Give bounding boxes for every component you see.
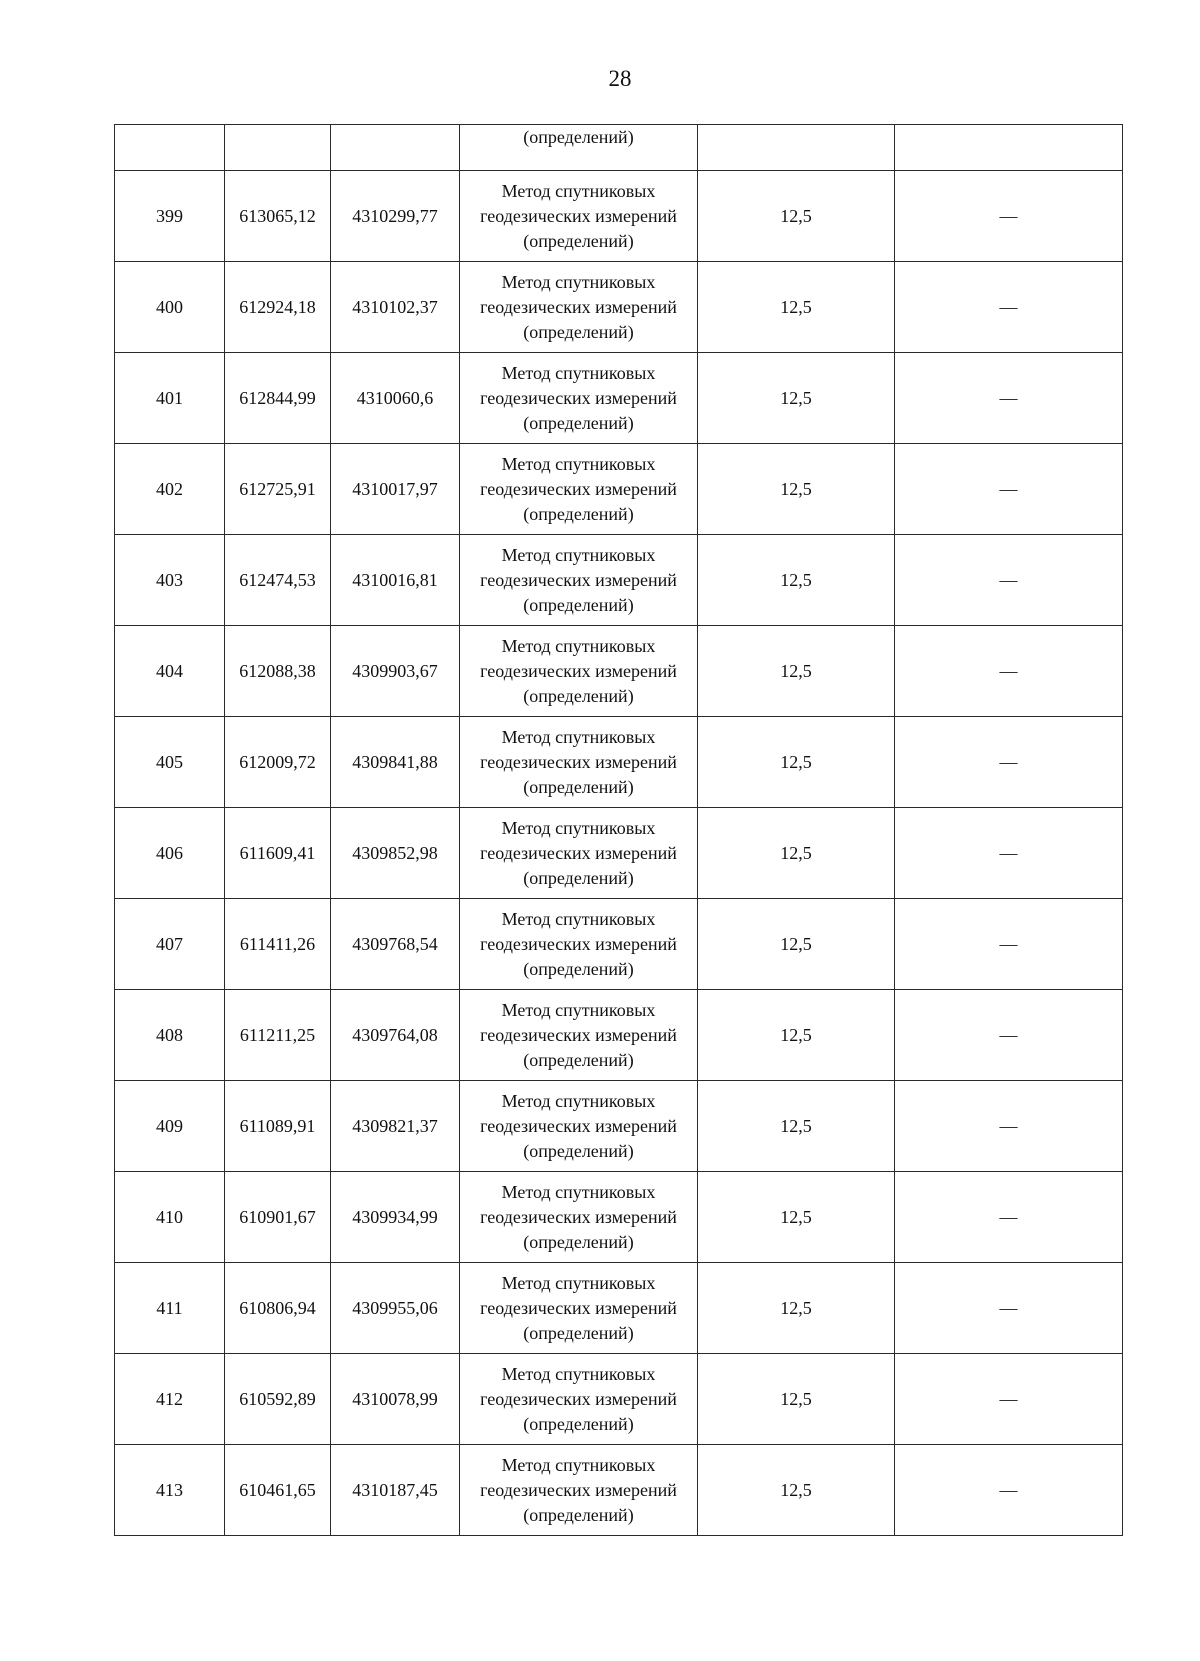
cell-accuracy: 12,5: [698, 262, 895, 353]
method-line: Метод спутниковых: [501, 1181, 656, 1202]
cell-method: [460, 262, 698, 353]
cell-note: —: [895, 171, 1123, 262]
method-line: Метод спутниковых: [501, 908, 656, 929]
cell-method: [460, 990, 698, 1081]
cell-y: 4309768,54: [331, 899, 460, 990]
cell-y: 4310017,97: [331, 444, 460, 535]
method-line: геодезических измерений: [480, 296, 677, 317]
method-line: (определений): [523, 230, 634, 251]
table-row: [115, 626, 1123, 717]
cell-x: 610461,65: [225, 1445, 331, 1536]
cell-x: 611089,91: [225, 1081, 331, 1172]
table-row: [115, 353, 1123, 444]
cell-accuracy: [698, 125, 895, 171]
cell-note: —: [895, 717, 1123, 808]
table-row: [115, 262, 1123, 353]
method-line: (определений): [523, 867, 634, 888]
cell-accuracy: 12,5: [698, 626, 895, 717]
cell-num: 411: [115, 1263, 225, 1354]
cell-y: 4309934,99: [331, 1172, 460, 1263]
cell-note: —: [895, 353, 1123, 444]
method-line: геодезических измерений: [480, 933, 677, 954]
cell-x: 613065,12: [225, 171, 331, 262]
method-line: Метод спутниковых: [501, 1090, 656, 1111]
cell-accuracy: 12,5: [698, 990, 895, 1081]
table-row: [115, 808, 1123, 899]
cell-num: 405: [115, 717, 225, 808]
cell-num: [115, 125, 225, 171]
cell-note: —: [895, 1081, 1123, 1172]
method-line: геодезических измерений: [480, 1479, 677, 1500]
method-line: (определений): [523, 321, 634, 342]
table-row: [115, 535, 1123, 626]
cell-num: 408: [115, 990, 225, 1081]
table-row: [115, 899, 1123, 990]
cell-method: [460, 899, 698, 990]
method-line: Метод спутниковых: [501, 1272, 656, 1293]
method-line: Метод спутниковых: [501, 180, 656, 201]
cell-x: [225, 125, 331, 171]
cell-method: [460, 1445, 698, 1536]
cell-num: 413: [115, 1445, 225, 1536]
cell-x: 612009,72: [225, 717, 331, 808]
cell-note: —: [895, 899, 1123, 990]
method-line: (определений): [523, 685, 634, 706]
method-line: (определений): [523, 594, 634, 615]
cell-y: 4309764,08: [331, 990, 460, 1081]
cell-accuracy: 12,5: [698, 444, 895, 535]
cell-num: 400: [115, 262, 225, 353]
cell-y: 4310016,81: [331, 535, 460, 626]
cell-num: 412: [115, 1354, 225, 1445]
method-line: (определений): [523, 1049, 634, 1070]
method-line: геодезических измерений: [480, 205, 677, 226]
cell-accuracy: 12,5: [698, 717, 895, 808]
method-line: (определений): [523, 1231, 634, 1252]
table-row: [115, 1081, 1123, 1172]
cell-note: —: [895, 535, 1123, 626]
cell-num: 401: [115, 353, 225, 444]
cell-note: —: [895, 626, 1123, 717]
cell-x: 611609,41: [225, 808, 331, 899]
method-line: Метод спутниковых: [501, 1454, 656, 1475]
cell-accuracy: 12,5: [698, 899, 895, 990]
method-line: геодезических измерений: [480, 478, 677, 499]
cell-accuracy: 12,5: [698, 1081, 895, 1172]
cell-x: 612474,53: [225, 535, 331, 626]
cell-num: 410: [115, 1172, 225, 1263]
cell-method: [460, 717, 698, 808]
method-line: геодезических измерений: [480, 1024, 677, 1045]
cell-y: [331, 125, 460, 171]
cell-method: [460, 171, 698, 262]
method-line: Метод спутниковых: [501, 635, 656, 656]
cell-accuracy: 12,5: [698, 353, 895, 444]
continuation-row: [115, 125, 1123, 171]
method-line: Метод спутниковых: [501, 1363, 656, 1384]
cell-method: [460, 626, 698, 717]
table-row: [115, 1263, 1123, 1354]
cell-num: 402: [115, 444, 225, 535]
cell-method: [460, 1263, 698, 1354]
cell-note: —: [895, 808, 1123, 899]
cell-note: —: [895, 262, 1123, 353]
method-line: (определений): [523, 503, 634, 524]
cell-accuracy: 12,5: [698, 1354, 895, 1445]
table-row: [115, 990, 1123, 1081]
cell-num: 407: [115, 899, 225, 990]
cell-y: 4310187,45: [331, 1445, 460, 1536]
method-line: геодезических измерений: [480, 1297, 677, 1318]
cell-y: 4309955,06: [331, 1263, 460, 1354]
cell-num: 403: [115, 535, 225, 626]
method-line: (определений): [523, 1140, 634, 1161]
method-line: геодезических измерений: [480, 660, 677, 681]
table-row: [115, 444, 1123, 535]
cell-note: —: [895, 1445, 1123, 1536]
cell-x: 612844,99: [225, 353, 331, 444]
cell-note: —: [895, 990, 1123, 1081]
cell-accuracy: 12,5: [698, 1263, 895, 1354]
coordinates-table: [114, 124, 1123, 1536]
cell-accuracy: 12,5: [698, 1172, 895, 1263]
table-row: [115, 1445, 1123, 1536]
cell-accuracy: 12,5: [698, 171, 895, 262]
cell-x: 611411,26: [225, 899, 331, 990]
method-line: Метод спутниковых: [501, 999, 656, 1020]
cell-method: [460, 1354, 698, 1445]
cell-note: —: [895, 1354, 1123, 1445]
cell-y: 4310060,6: [331, 353, 460, 444]
cell-y: 4309852,98: [331, 808, 460, 899]
table-body: [115, 125, 1123, 1536]
cell-x: 610901,67: [225, 1172, 331, 1263]
cell-accuracy: 12,5: [698, 1445, 895, 1536]
method-line: (определений): [523, 776, 634, 797]
cell-method: [460, 353, 698, 444]
table-row: [115, 171, 1123, 262]
method-line: геодезических измерений: [480, 1115, 677, 1136]
table-row: [115, 1354, 1123, 1445]
cell-y: 4310102,37: [331, 262, 460, 353]
method-line: (определений): [523, 1413, 634, 1434]
cell-y: 4309841,88: [331, 717, 460, 808]
method-line: геодезических измерений: [480, 751, 677, 772]
cell-method: [460, 444, 698, 535]
cell-x: 612924,18: [225, 262, 331, 353]
cell-x: 612088,38: [225, 626, 331, 717]
cell-accuracy: 12,5: [698, 535, 895, 626]
cell-num: 406: [115, 808, 225, 899]
table-row: [115, 1172, 1123, 1263]
cell-y: 4310078,99: [331, 1354, 460, 1445]
cell-method: (определений): [460, 125, 698, 171]
cell-num: 404: [115, 626, 225, 717]
cell-note: —: [895, 1172, 1123, 1263]
cell-x: 611211,25: [225, 990, 331, 1081]
method-line: Метод спутниковых: [501, 271, 656, 292]
cell-method: [460, 1172, 698, 1263]
cell-note: —: [895, 444, 1123, 535]
cell-note: —: [895, 1263, 1123, 1354]
page-number: 28: [608, 66, 632, 91]
cell-accuracy: 12,5: [698, 808, 895, 899]
cell-method: [460, 535, 698, 626]
cell-x: 610806,94: [225, 1263, 331, 1354]
cell-method: [460, 1081, 698, 1172]
method-line: Метод спутниковых: [501, 726, 656, 747]
cell-x: 610592,89: [225, 1354, 331, 1445]
cell-y: 4310299,77: [331, 171, 460, 262]
method-line: геодезических измерений: [480, 1206, 677, 1227]
method-line: Метод спутниковых: [501, 817, 656, 838]
cell-num: 399: [115, 171, 225, 262]
method-line: геодезических измерений: [480, 569, 677, 590]
method-line: геодезических измерений: [480, 842, 677, 863]
method-line: Метод спутниковых: [501, 544, 656, 565]
method-line: (определений): [523, 1504, 634, 1525]
method-line: Метод спутниковых: [501, 362, 656, 383]
cell-num: 409: [115, 1081, 225, 1172]
method-line: (определений): [523, 958, 634, 979]
cell-y: 4309821,37: [331, 1081, 460, 1172]
method-line: геодезических измерений: [480, 1388, 677, 1409]
cell-y: 4309903,67: [331, 626, 460, 717]
cell-note: [895, 125, 1123, 171]
method-line: (определений): [523, 412, 634, 433]
cell-x: 612725,91: [225, 444, 331, 535]
cell-method: [460, 808, 698, 899]
table-row: [115, 717, 1123, 808]
method-line: Метод спутниковых: [501, 453, 656, 474]
method-line: геодезических измерений: [480, 387, 677, 408]
method-line: (определений): [523, 1322, 634, 1343]
